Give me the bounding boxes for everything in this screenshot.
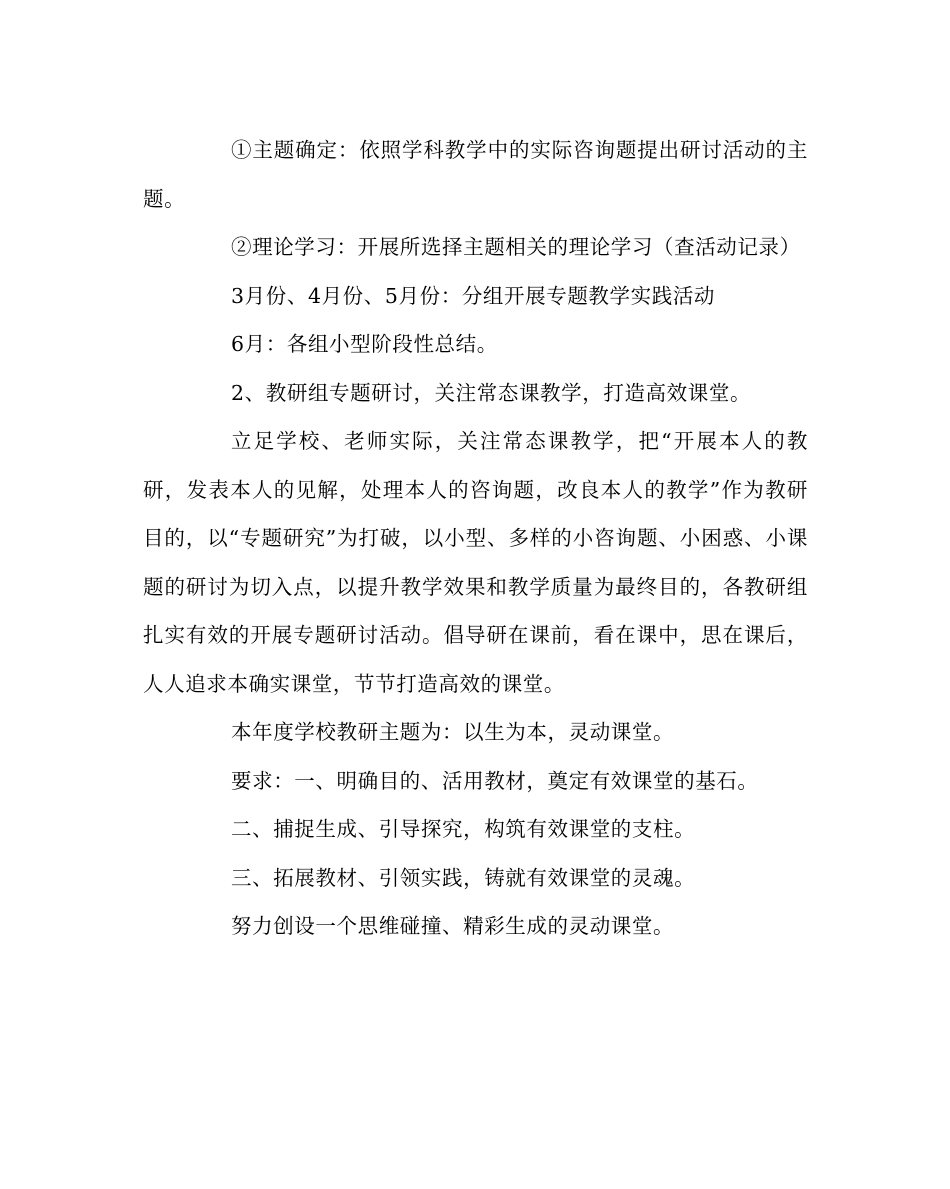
paragraph-section-2-heading: 2、教研组专题研讨，关注常态课教学，打造高效课堂。 bbox=[231, 380, 752, 405]
paragraph-theory-study: ②理论学习：开展所选择主题相关的理论学习（查活动记录） bbox=[231, 235, 801, 259]
paragraph-closing-goal: 努力创设一个思维碰撞、精彩生成的灵动课堂。 bbox=[231, 914, 675, 938]
paragraph-topic-definition: ①主题确定：依照学科教学中的实际咨询题提出研讨活动的主题。 bbox=[143, 138, 808, 211]
paragraph-requirement-3: 三、拓展教材、引领实践，铸就有效课堂的灵魂。 bbox=[231, 865, 696, 890]
paragraph-requirement-1: 要求：一、明确目的、活用教材，奠定有效课堂的基石。 bbox=[231, 768, 759, 793]
document-body bbox=[143, 126, 808, 951]
paragraph-requirement-2: 二、捕捉生成、引导探究，构筑有效课堂的支柱。 bbox=[231, 817, 696, 841]
paragraph-annual-theme: 本年度学校教研主题为：以生为本，灵动课堂。 bbox=[231, 720, 675, 744]
paragraph-march-may-schedule: 3月份、4月份、5月份：分组开展专题教学实践活动 bbox=[231, 283, 716, 308]
paragraph-june-summary: 6月：各组小型阶段性总结。 bbox=[231, 332, 498, 356]
paragraph-research-description: 立足学校、老师实际，关注常态课教学，把“开展本人的教研，发表本人的见解，处理本人的咨询题，改良本人的教学”作为教研目的，以“专题研究”为打破，以小型、多样的小咨询题、小困惑、小课题的研讨为切入点，以提升教学效果和教学质量为最终目的，各教研组扎实有效的开展专题研讨活动。倡导研在课前，看在课中，思在课后，人人追求本确实课堂，节节打造高效的课堂。 bbox=[143, 429, 808, 696]
